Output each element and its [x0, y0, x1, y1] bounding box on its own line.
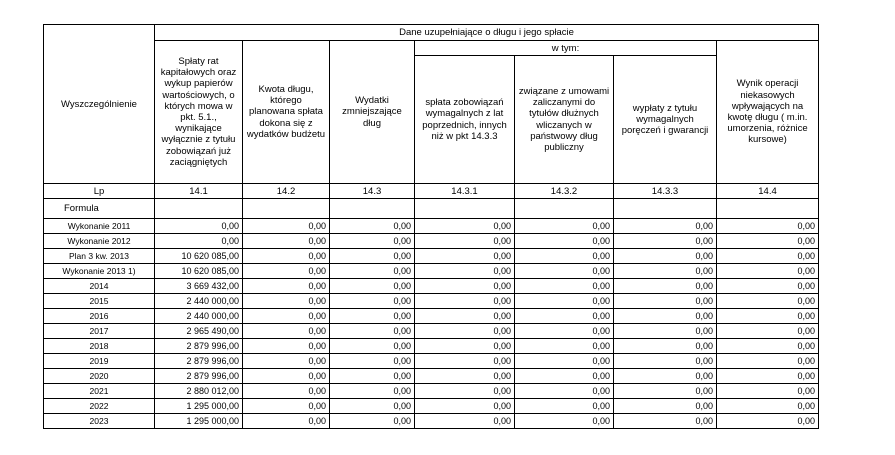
value-cell: 0,00 — [243, 294, 330, 309]
value-cell: 0,00 — [243, 249, 330, 264]
row-label: 2019 — [44, 354, 155, 369]
value-cell: 0,00 — [243, 354, 330, 369]
value-cell: 0,00 — [515, 384, 614, 399]
value-cell: 0,00 — [614, 249, 717, 264]
value-cell: 0,00 — [415, 354, 515, 369]
value-cell: 0,00 — [330, 384, 415, 399]
col-header-14-4: Wynik operacji niekasowych wpływających na kwotę długu ( m.in. umorzenia, różnice kursowe) — [717, 41, 819, 184]
row-label: 2020 — [44, 369, 155, 384]
col-header-14-2: Kwota długu, którego planowana spłata dokona się z wydatków budżetu — [243, 41, 330, 184]
row-label: Wykonanie 2011 — [44, 219, 155, 234]
value-cell: 0,00 — [717, 354, 819, 369]
row-label: 2018 — [44, 339, 155, 354]
value-cell: 0,00 — [717, 219, 819, 234]
value-cell: 0,00 — [614, 264, 717, 279]
formula-label: Formula — [44, 199, 155, 219]
value-cell: 0,00 — [415, 414, 515, 429]
value-cell: 0,00 — [330, 369, 415, 384]
value-cell: 0,00 — [330, 219, 415, 234]
value-cell: 0,00 — [515, 354, 614, 369]
formula-cell — [515, 199, 614, 219]
value-cell: 0,00 — [717, 399, 819, 414]
value-cell: 0,00 — [243, 264, 330, 279]
value-cell: 0,00 — [515, 249, 614, 264]
col-header-14-3-2: związane z umowami zaliczanymi do tytułów dłużnych wliczanych w państwowy dług publiczny — [515, 56, 614, 184]
row-label: 2014 — [44, 279, 155, 294]
value-cell: 0,00 — [515, 234, 614, 249]
group-header: Dane uzupełniające o długu i jego spłacie — [155, 25, 819, 41]
col-header-14-3-1: spłata zobowiązań wymagalnych z lat poprzednich, innych niż w pkt 14.3.3 — [415, 56, 515, 184]
row-label: 2023 — [44, 414, 155, 429]
value-cell: 0,00 — [614, 294, 717, 309]
value-cell: 0,00 — [515, 399, 614, 414]
row-header: Wyszczególnienie — [44, 25, 155, 184]
value-cell: 0,00 — [614, 354, 717, 369]
value-cell: 0,00 — [330, 309, 415, 324]
value-cell: 0,00 — [415, 264, 515, 279]
value-cell: 0,00 — [515, 294, 614, 309]
value-cell: 0,00 — [717, 249, 819, 264]
value-cell: 0,00 — [330, 234, 415, 249]
value-cell: 0,00 — [415, 294, 515, 309]
value-cell: 0,00 — [330, 324, 415, 339]
col-header-14-3-3: wypłaty z tytułu wymagalnych poręczeń i gwarancji — [614, 56, 717, 184]
table-row — [44, 384, 819, 399]
table-row — [44, 309, 819, 324]
row-label: 2022 — [44, 399, 155, 414]
table-row — [44, 339, 819, 354]
value-cell: 0,00 — [515, 219, 614, 234]
value-cell: 0,00 — [415, 219, 515, 234]
table-row — [44, 414, 819, 429]
value-cell: 0,00 — [614, 399, 717, 414]
value-cell: 2 880 012,00 — [155, 384, 243, 399]
table-row — [44, 369, 819, 384]
value-cell: 0,00 — [515, 264, 614, 279]
row-label: 2016 — [44, 309, 155, 324]
value-cell: 0,00 — [243, 414, 330, 429]
value-cell: 0,00 — [415, 249, 515, 264]
value-cell: 0,00 — [614, 324, 717, 339]
value-cell: 10 620 085,00 — [155, 249, 243, 264]
value-cell: 0,00 — [243, 279, 330, 294]
value-cell: 0,00 — [330, 354, 415, 369]
value-cell: 0,00 — [717, 369, 819, 384]
col-header-14-3: Wydatki zmniejszające dług — [330, 41, 415, 184]
value-cell: 2 879 996,00 — [155, 369, 243, 384]
value-cell: 0,00 — [515, 339, 614, 354]
value-cell: 0,00 — [243, 399, 330, 414]
value-cell: 0,00 — [415, 369, 515, 384]
row-label: Wykonanie 2012 — [44, 234, 155, 249]
col-header-14-1: Spłaty rat kapitałowych oraz wykup papierów wartościowych, o których mowa w pkt. 5.1., wynikające wyłącznie z tytułu zobowiązań już zaciągniętych — [155, 41, 243, 184]
value-cell: 0,00 — [717, 339, 819, 354]
value-cell: 0,00 — [717, 384, 819, 399]
lp-number: 14.4 — [717, 184, 819, 199]
formula-cell — [155, 199, 243, 219]
value-cell: 0,00 — [614, 309, 717, 324]
value-cell: 0,00 — [243, 219, 330, 234]
value-cell: 0,00 — [243, 369, 330, 384]
lp-number: 14.3.3 — [614, 184, 717, 199]
value-cell: 2 879 996,00 — [155, 339, 243, 354]
value-cell: 0,00 — [515, 324, 614, 339]
table-row — [44, 219, 819, 234]
value-cell: 0,00 — [330, 414, 415, 429]
value-cell: 0,00 — [717, 279, 819, 294]
value-cell: 0,00 — [243, 384, 330, 399]
data-rows — [44, 219, 819, 429]
lp-number: 14.3.1 — [415, 184, 515, 199]
formula-cell — [415, 199, 515, 219]
debt-table — [43, 24, 819, 429]
value-cell: 0,00 — [614, 219, 717, 234]
value-cell: 0,00 — [243, 324, 330, 339]
value-cell: 0,00 — [717, 234, 819, 249]
value-cell: 0,00 — [415, 384, 515, 399]
value-cell: 2 879 996,00 — [155, 354, 243, 369]
value-cell: 0,00 — [717, 309, 819, 324]
value-cell: 0,00 — [243, 309, 330, 324]
value-cell: 0,00 — [614, 234, 717, 249]
formula-cell — [330, 199, 415, 219]
value-cell: 0,00 — [330, 294, 415, 309]
value-cell: 3 669 432,00 — [155, 279, 243, 294]
lp-number: 14.2 — [243, 184, 330, 199]
value-cell: 0,00 — [330, 249, 415, 264]
table-row — [44, 264, 819, 279]
value-cell: 0,00 — [717, 324, 819, 339]
value-cell: 0,00 — [614, 414, 717, 429]
row-label: Plan 3 kw. 2013 — [44, 249, 155, 264]
value-cell: 0,00 — [614, 384, 717, 399]
value-cell: 1 295 000,00 — [155, 399, 243, 414]
formula-cell — [614, 199, 717, 219]
value-cell: 0,00 — [515, 279, 614, 294]
formula-row — [44, 199, 819, 219]
lp-number: 14.1 — [155, 184, 243, 199]
row-label: 2017 — [44, 324, 155, 339]
row-label: Wykonanie 2013 1) — [44, 264, 155, 279]
value-cell: 2 440 000,00 — [155, 309, 243, 324]
value-cell: 0,00 — [515, 414, 614, 429]
table-row — [44, 294, 819, 309]
value-cell: 0,00 — [717, 264, 819, 279]
value-cell: 0,00 — [614, 369, 717, 384]
table-row — [44, 234, 819, 249]
value-cell: 2 965 490,00 — [155, 324, 243, 339]
value-cell: 0,00 — [330, 399, 415, 414]
row-label: 2015 — [44, 294, 155, 309]
value-cell: 0,00 — [614, 339, 717, 354]
formula-cell — [243, 199, 330, 219]
value-cell: 0,00 — [717, 414, 819, 429]
lp-number: 14.3 — [330, 184, 415, 199]
value-cell: 0,00 — [515, 309, 614, 324]
value-cell: 0,00 — [415, 399, 515, 414]
value-cell: 0,00 — [415, 309, 515, 324]
value-cell: 0,00 — [330, 264, 415, 279]
table-row — [44, 354, 819, 369]
value-cell: 0,00 — [717, 294, 819, 309]
table-row — [44, 399, 819, 414]
lp-label: Lp — [44, 184, 155, 199]
value-cell: 0,00 — [515, 369, 614, 384]
value-cell: 0,00 — [415, 339, 515, 354]
table-row — [44, 249, 819, 264]
value-cell: 10 620 085,00 — [155, 264, 243, 279]
value-cell: 1 295 000,00 — [155, 414, 243, 429]
lp-row — [44, 184, 819, 199]
value-cell: 0,00 — [415, 234, 515, 249]
value-cell: 0,00 — [415, 279, 515, 294]
value-cell: 0,00 — [330, 339, 415, 354]
value-cell: 2 440 000,00 — [155, 294, 243, 309]
sub-group-header: w tym: — [415, 41, 717, 56]
row-label: 2021 — [44, 384, 155, 399]
value-cell: 0,00 — [243, 339, 330, 354]
value-cell: 0,00 — [155, 219, 243, 234]
value-cell: 0,00 — [614, 279, 717, 294]
value-cell: 0,00 — [330, 279, 415, 294]
value-cell: 0,00 — [243, 234, 330, 249]
formula-cell — [717, 199, 819, 219]
table-row — [44, 279, 819, 294]
value-cell: 0,00 — [155, 234, 243, 249]
value-cell: 0,00 — [415, 324, 515, 339]
table-row — [44, 324, 819, 339]
lp-number: 14.3.2 — [515, 184, 614, 199]
